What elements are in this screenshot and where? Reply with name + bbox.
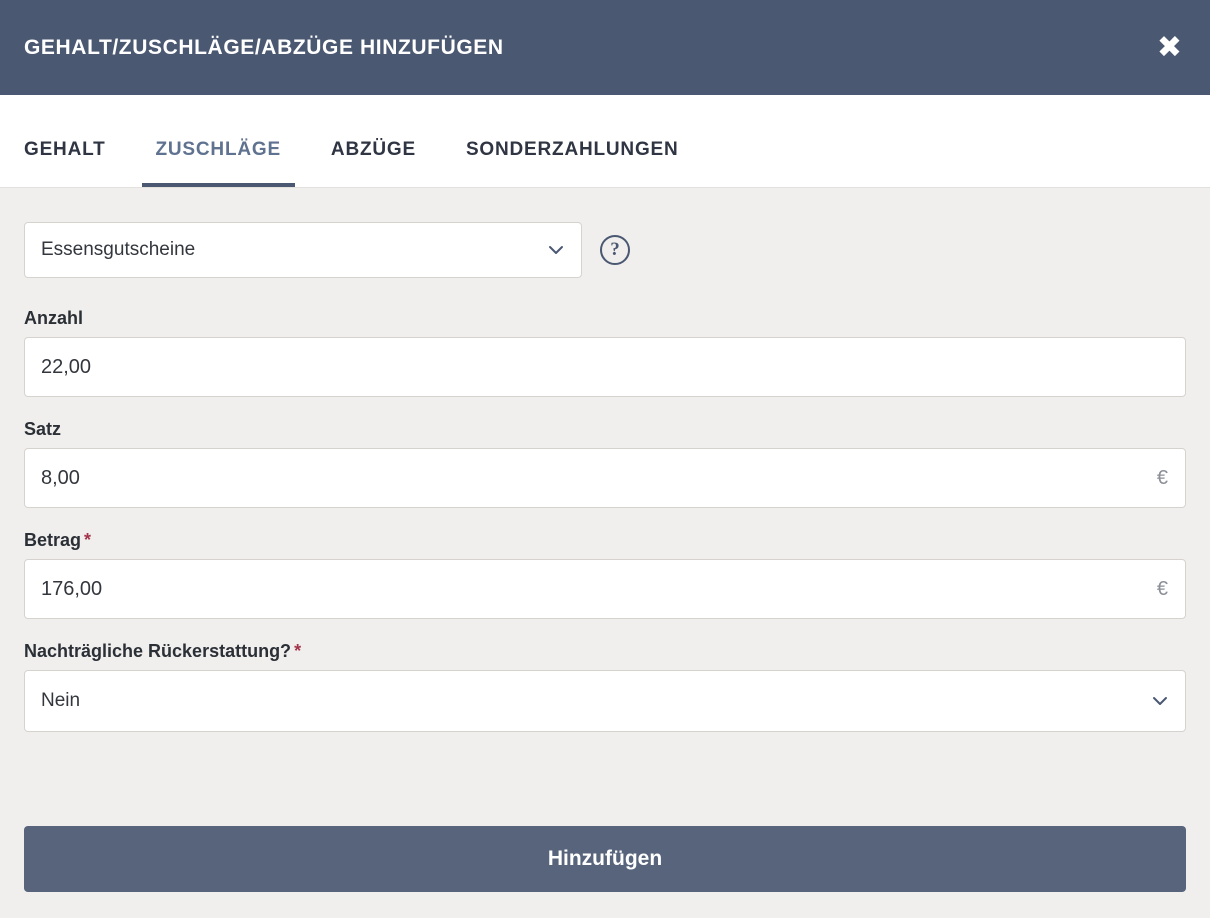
rueckerstattung-value: Nein bbox=[41, 690, 81, 711]
field-label-satz-text: Satz bbox=[24, 419, 62, 439]
field-label-satz bbox=[24, 419, 1186, 440]
add-button[interactable]: Hinzufügen bbox=[24, 826, 1186, 892]
tab-bar bbox=[0, 95, 1210, 188]
field-betrag bbox=[24, 530, 1186, 619]
tab-sonderzahlungen[interactable]: SONDERZAHLUNGEN bbox=[452, 139, 693, 187]
required-marker-rueckerstattung: * bbox=[294, 641, 302, 661]
field-label-anzahl-text: Anzahl bbox=[24, 308, 84, 328]
input-wrap-betrag bbox=[24, 559, 1186, 619]
tab-abzuege[interactable]: ABZÜGE bbox=[317, 139, 430, 187]
tab-gehalt[interactable]: GEHALT bbox=[10, 139, 120, 187]
type-select-row bbox=[24, 222, 1186, 278]
dialog-body bbox=[0, 188, 1210, 808]
required-marker-betrag: * bbox=[84, 530, 92, 550]
field-label-betrag-text: Betrag bbox=[24, 530, 82, 550]
euro-icon-satz: € bbox=[1156, 466, 1168, 489]
field-satz bbox=[24, 419, 1186, 508]
euro-icon-betrag: € bbox=[1156, 577, 1168, 600]
close-icon[interactable]: ✖ bbox=[1153, 33, 1186, 63]
tab-zuschlaege[interactable]: ZUSCHLÄGE bbox=[142, 139, 295, 187]
input-wrap-satz bbox=[24, 448, 1186, 508]
input-wrap-anzahl bbox=[24, 337, 1186, 397]
betrag-input[interactable] bbox=[24, 559, 1186, 619]
anzahl-input[interactable] bbox=[24, 337, 1186, 397]
chevron-down-icon bbox=[547, 241, 565, 259]
rueckerstattung-select[interactable] bbox=[24, 670, 1186, 732]
dialog-footer bbox=[0, 808, 1210, 918]
field-label-betrag bbox=[24, 530, 1186, 551]
benefit-type-value: Essensgutscheine bbox=[41, 239, 196, 260]
chevron-down-icon bbox=[1151, 692, 1169, 710]
field-label-rueckerstattung-text: Nachträgliche Rückerstattung? bbox=[24, 641, 292, 661]
benefit-type-select[interactable] bbox=[24, 222, 582, 278]
field-rueckerstattung bbox=[24, 641, 1186, 732]
field-label-anzahl bbox=[24, 308, 1186, 329]
satz-input[interactable] bbox=[24, 448, 1186, 508]
dialog-header bbox=[0, 0, 1210, 95]
field-anzahl bbox=[24, 308, 1186, 397]
question-mark-icon[interactable]: ? bbox=[600, 235, 630, 265]
field-label-rueckerstattung bbox=[24, 641, 1186, 662]
page-title: GEHALT/ZUSCHLÄGE/ABZÜGE HINZUFÜGEN bbox=[24, 35, 504, 59]
